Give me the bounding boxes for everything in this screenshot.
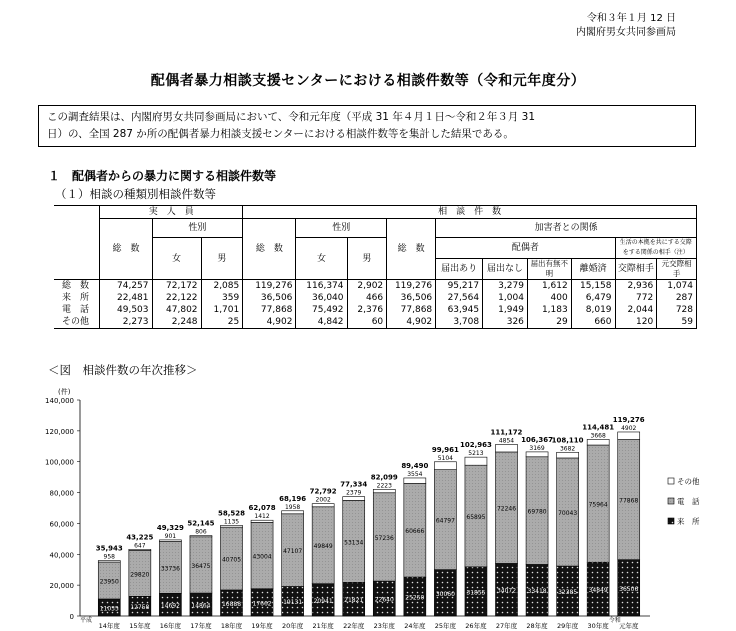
table-cell: 77,868	[387, 304, 436, 316]
table-cell: 77,868	[243, 304, 296, 316]
category-label: 17年度	[190, 622, 212, 630]
y-tick-label: 40,000	[49, 551, 74, 560]
category-label: 19年度	[251, 622, 273, 630]
bar-segment	[343, 497, 365, 501]
header-kousai: 交際相手	[615, 259, 657, 280]
table-cell: 36,506	[387, 292, 436, 304]
header-seikatsu: 生活の本拠を共にする交際をする関係の相手（注）	[615, 238, 696, 259]
bar-segment	[98, 561, 120, 562]
header-motokousai: 元交際相手	[657, 259, 697, 280]
data-label: 34072	[496, 587, 517, 595]
bar-segment	[373, 489, 395, 492]
data-label: 12758	[130, 604, 150, 612]
data-label: 22640	[374, 596, 394, 604]
table-cell: 466	[347, 292, 387, 304]
y-axis-label: (件)	[58, 388, 71, 396]
data-label: 647	[134, 542, 146, 550]
table-cell: 4,902	[387, 316, 436, 329]
total-label: 99,961	[431, 445, 459, 454]
table-cell: 29	[527, 316, 571, 329]
table-cell: 119,276	[387, 280, 436, 293]
table-cell: 15,158	[571, 280, 615, 293]
table-cell: 3,708	[436, 316, 483, 329]
data-label: 23950	[99, 578, 119, 586]
data-label: 14864	[191, 602, 211, 610]
total-label: 111,172	[490, 428, 523, 437]
data-label: 34849	[588, 587, 608, 595]
total-label: 102,963	[459, 441, 492, 450]
data-label: 43004	[252, 553, 272, 561]
y-tick-label: 20,000	[49, 582, 74, 591]
table-cell: 6,479	[571, 292, 615, 304]
bar-segment	[404, 478, 426, 483]
table-cell: 2,085	[201, 280, 243, 293]
data-label: 14692	[160, 602, 180, 610]
category-label: 29年度	[556, 622, 579, 630]
header-onna-1: 女	[152, 238, 201, 280]
figure-title: ＜図 相談件数の年次推移＞	[48, 363, 198, 377]
data-label: 11035	[99, 605, 119, 613]
row-label: 来 所	[54, 292, 100, 304]
bar-segment	[129, 549, 151, 550]
header-otoko-2: 男	[347, 238, 387, 280]
total-label: 72,792	[309, 487, 337, 496]
bar-segment	[159, 540, 181, 541]
category-label: 26年度	[465, 622, 487, 630]
bar-segment	[557, 452, 579, 458]
data-label: 1135	[223, 518, 240, 526]
table-cell: 22,481	[100, 292, 152, 304]
bar-segment	[251, 520, 273, 522]
data-label: 16888	[221, 600, 242, 608]
table-cell: 22,122	[152, 292, 201, 304]
header-kagaisha: 加害者との関係	[436, 219, 697, 238]
data-label: 2223	[376, 482, 392, 490]
data-label: 77868	[619, 497, 639, 505]
table-cell: 1,004	[483, 292, 528, 304]
data-label: 17662	[252, 600, 272, 608]
table-cell: 3,279	[483, 280, 528, 293]
bar-segment	[434, 462, 456, 470]
table-cell: 287	[657, 292, 697, 304]
y-tick-label: 60,000	[49, 520, 74, 529]
total-label: 119,276	[612, 415, 645, 424]
section-heading: １ 配偶者からの暴力に関する相談件数等	[48, 169, 277, 183]
bar-segment	[496, 444, 518, 451]
table-cell: 49,503	[100, 304, 152, 316]
data-label: 3554	[407, 470, 423, 478]
table-row	[54, 304, 697, 316]
table-cell: 4,902	[243, 316, 296, 329]
data-label: 5104	[437, 454, 454, 462]
category-label: 24年度	[404, 622, 426, 630]
total-label: 108,110	[551, 436, 584, 445]
category-label: 23年度	[373, 622, 395, 630]
bar-segment	[618, 432, 640, 440]
data-label: 2379	[346, 489, 362, 497]
legend-swatch	[668, 478, 674, 484]
data-label: 4902	[621, 424, 637, 432]
table-cell: 326	[483, 316, 528, 329]
total-label: 114,481	[582, 423, 615, 432]
category-label: 28年度	[526, 622, 548, 630]
category-label: 18年度	[220, 622, 243, 630]
total-label: 43,225	[126, 533, 154, 542]
total-label: 62,078	[248, 504, 276, 513]
row-label: 電 話	[54, 304, 100, 316]
table-cell: 359	[201, 292, 243, 304]
total-label: 68,196	[279, 494, 307, 503]
category-label: 25年度	[434, 622, 457, 630]
table-cell: 120	[615, 316, 657, 329]
data-label: 36506	[619, 585, 639, 593]
header-sousu-3: 総 数	[387, 219, 436, 280]
header-seibetsu-1: 性別	[152, 219, 243, 238]
data-label: 64797	[435, 517, 455, 525]
legend-label: 電 話	[677, 497, 700, 506]
table-cell: 1,949	[483, 304, 528, 316]
bar-segment	[526, 452, 548, 457]
bar-segment	[465, 457, 487, 465]
table-row	[54, 316, 697, 329]
bar-segment	[221, 525, 243, 527]
table-cell: 2,936	[615, 280, 657, 293]
total-label: 35,943	[95, 544, 123, 553]
category-label: 27年度	[495, 622, 518, 630]
legend-swatch	[668, 498, 674, 504]
header-sousu-2: 総 数	[243, 219, 296, 280]
category-label: 30年度	[587, 622, 609, 630]
table-cell: 772	[615, 292, 657, 304]
header-seibetsu-2: 性別	[296, 219, 387, 238]
data-label: 60666	[405, 528, 425, 536]
era-label-heisei: 平成	[79, 617, 93, 624]
legend-label: 来 所	[677, 517, 700, 526]
header-soudan: 相 談 件 数	[243, 206, 697, 219]
trend-chart	[0, 380, 736, 631]
table-cell: 1,183	[527, 304, 571, 316]
table-row	[54, 292, 697, 304]
y-tick-label: 0	[69, 613, 74, 621]
data-label: 958	[103, 553, 116, 561]
header-fumei: 届出有無不明	[527, 259, 571, 280]
data-label: 5213	[468, 450, 484, 458]
table-cell: 728	[657, 304, 697, 316]
data-label: 33418	[527, 588, 547, 596]
data-label: 4854	[498, 437, 515, 445]
y-tick-label: 140,000	[45, 397, 74, 405]
table-cell: 36,506	[243, 292, 296, 304]
data-label: 31855	[466, 589, 486, 597]
table-cell: 2,376	[347, 304, 387, 316]
table-cell: 75,492	[296, 304, 347, 316]
data-label: 70043	[558, 510, 578, 518]
row-label: 総 数	[54, 280, 100, 293]
table-cell: 63,945	[436, 304, 483, 316]
data-label: 19131	[283, 599, 303, 607]
era-label-reiwa: 令和	[608, 617, 621, 624]
data-label: 47107	[283, 548, 303, 556]
table-cell: 60	[347, 316, 387, 329]
total-label: 52,145	[187, 519, 215, 528]
header-otoko-1: 男	[201, 238, 243, 280]
data-label: 21821	[344, 597, 364, 605]
data-label: 2002	[315, 496, 331, 504]
table-cell: 400	[527, 292, 571, 304]
y-tick-label: 80,000	[49, 489, 74, 498]
category-label: 22年度	[343, 622, 365, 630]
table-cell: 2,248	[152, 316, 201, 329]
data-label: 3169	[529, 444, 545, 452]
header-sousu-1: 総 数	[100, 219, 152, 280]
page-title: 配偶者暴力相談支援センターにおける相談件数等（令和元年度分）	[150, 73, 586, 89]
intro-line-2: 日）の、全国 287 か所の配偶者暴力相談支援センターにおける相談件数等を集計した結果である。	[47, 128, 514, 140]
total-label: 58,528	[217, 509, 246, 518]
table-cell: 2,902	[347, 280, 387, 293]
category-label: 元年度	[618, 622, 639, 630]
bar-segment	[190, 536, 212, 537]
data-label: 29820	[130, 571, 150, 579]
bar-segment	[587, 439, 609, 445]
data-label: 33736	[160, 565, 180, 573]
data-label: 25250	[405, 594, 425, 602]
data-label: 901	[164, 532, 177, 540]
table-row	[54, 280, 697, 293]
data-label: 806	[195, 528, 207, 536]
bar-segment	[282, 511, 304, 514]
y-tick-label: 100,000	[45, 458, 74, 467]
data-label: 3682	[559, 445, 576, 453]
data-label: 57236	[374, 534, 394, 542]
data-label: 20941	[313, 597, 333, 605]
data-label: 40705	[221, 556, 242, 564]
category-label: 14年度	[98, 622, 120, 630]
table-cell: 47,802	[152, 304, 201, 316]
total-label: 89,490	[401, 461, 429, 470]
bar-segment	[312, 504, 334, 507]
header-todokeari: 届出あり	[436, 259, 483, 280]
category-label: 15年度	[129, 622, 151, 630]
table-cell: 116,374	[296, 280, 347, 293]
data-label: 65895	[466, 514, 486, 522]
total-label: 106,367	[521, 435, 554, 444]
data-label: 75964	[588, 501, 608, 509]
table-cell: 1,612	[527, 280, 571, 293]
consultation-table	[54, 205, 697, 329]
data-label: 72246	[496, 505, 517, 513]
header-haigusha: 配偶者	[436, 238, 615, 259]
table-cell: 27,564	[436, 292, 483, 304]
table-cell: 660	[571, 316, 615, 329]
y-tick-label: 120,000	[45, 427, 74, 436]
data-label: 30060	[435, 590, 455, 598]
data-label: 69780	[527, 508, 547, 516]
date-block	[576, 12, 676, 40]
category-label: 21年度	[312, 622, 334, 630]
total-label: 77,334	[340, 480, 368, 489]
header-todokenashi: 届出なし	[483, 259, 528, 280]
issue-date: 令和３年１月 12 日	[586, 13, 676, 24]
total-label: 49,329	[156, 523, 184, 532]
intro-line-1: この調査結果は、内閣府男女共同参画局において、令和元年度（平成 31 年４月１日～令和２年３月 31	[47, 111, 536, 123]
organization: 内閣府男女共同参画局	[576, 27, 676, 38]
row-label: その他	[54, 316, 100, 329]
table-cell: 1,701	[201, 304, 243, 316]
category-label: 16年度	[159, 622, 182, 630]
table-cell: 2,044	[615, 304, 657, 316]
data-label: 49849	[313, 543, 333, 551]
table-cell: 36,040	[296, 292, 347, 304]
legend-label: その他	[677, 477, 700, 486]
table-cell: 25	[201, 316, 243, 329]
table-cell: 59	[657, 316, 697, 329]
table-cell: 2,273	[100, 316, 152, 329]
table-cell: 119,276	[243, 280, 296, 293]
data-label: 1958	[284, 503, 301, 511]
total-label: 82,099	[370, 473, 398, 482]
table-cell: 1,074	[657, 280, 697, 293]
table-cell: 74,257	[100, 280, 152, 293]
table-cell: 72,172	[152, 280, 201, 293]
header-rikon: 離婚済	[571, 259, 615, 280]
header-onna-2: 女	[296, 238, 347, 280]
intro-box	[38, 105, 696, 147]
header-jitsu: 実 人 員	[100, 206, 243, 219]
data-label: 53134	[344, 539, 364, 547]
table-cell: 8,019	[571, 304, 615, 316]
data-label: 32385	[558, 589, 578, 597]
legend-swatch	[668, 518, 674, 524]
table-cell: 4,842	[296, 316, 347, 329]
data-label: 1412	[254, 513, 270, 521]
category-label: 20年度	[281, 622, 304, 630]
table-body	[54, 280, 697, 329]
data-label: 3668	[590, 432, 606, 440]
subsection-heading: （１）相談の種類別相談件数等	[55, 187, 216, 201]
data-label: 36475	[191, 562, 211, 570]
table-cell: 95,217	[436, 280, 483, 293]
